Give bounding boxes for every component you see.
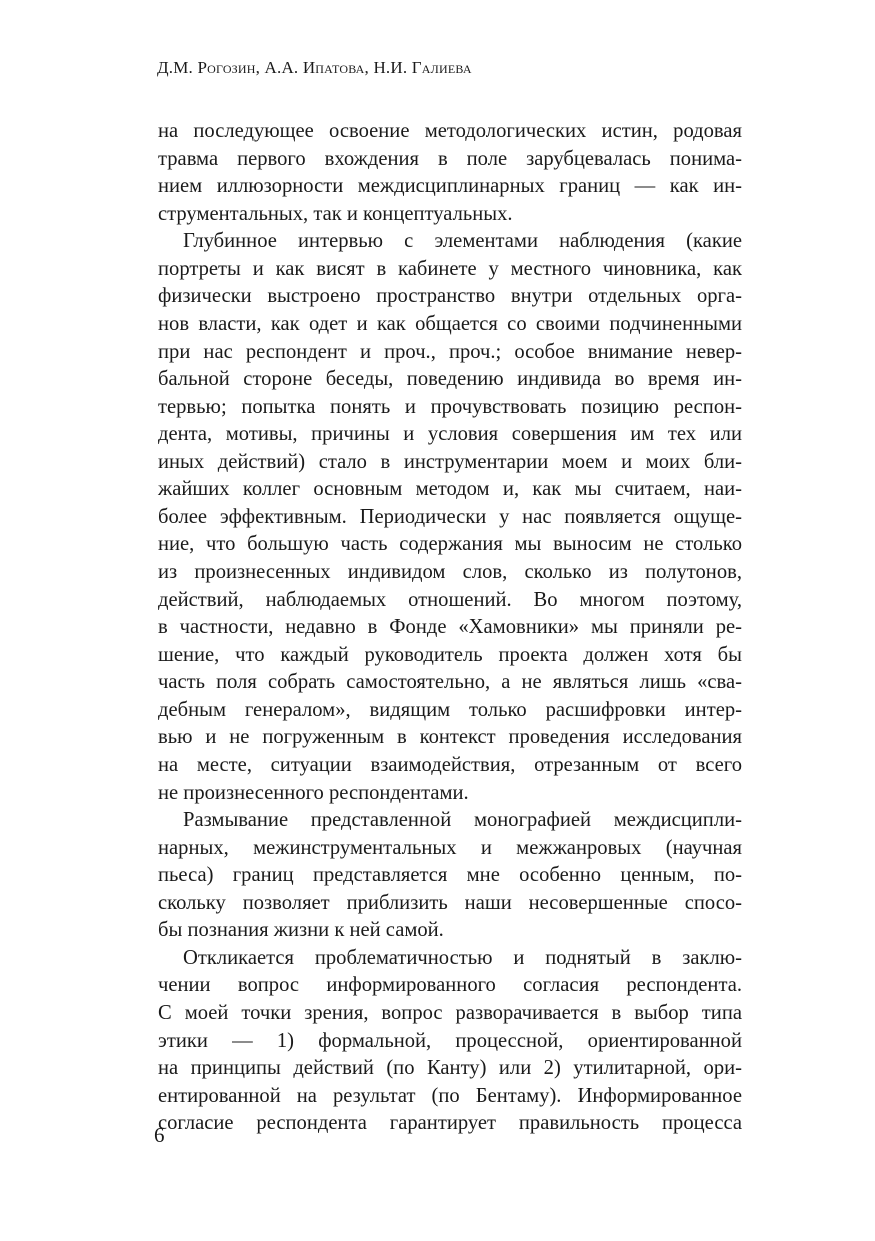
text-line: ентированной на результат (по Бентаму). Информированное (158, 1084, 742, 1107)
text-line: иных действий) стало в инструментарии моем и моих бли- (158, 450, 742, 473)
text-line: часть поля собрать самостоятельно, а не являться лишь «сва- (158, 671, 742, 694)
text-line: не произнесенного респондентами. (158, 781, 469, 804)
text-line: травма первого вхождения в поле зарубцевалась понима- (158, 147, 742, 170)
text-line: дента, мотивы, причины и условия совершения им тех или (158, 423, 742, 446)
page-number: 6 (154, 1123, 165, 1147)
text-line: на принципы действий (по Канту) или 2) утилитарной, ори- (158, 1057, 742, 1080)
paragraph (158, 228, 742, 807)
text-line: шение, что каждый руководитель проекта должен хотя бы (158, 643, 742, 666)
paragraph (158, 807, 742, 945)
text-line: портреты и как висят в кабинете у местного чиновника, как (158, 257, 742, 280)
text-line: Откликается проблематичностью и поднятый в заклю- (183, 946, 742, 969)
text-line: струментальных, так и концептуальных. (158, 202, 513, 225)
paragraph (158, 945, 742, 1138)
text-line: нов власти, как одет и как общается со своими подчиненными (158, 312, 742, 335)
text-line: Размывание представленной монографией междисципли- (183, 809, 742, 832)
text-line: пьеса) границ представляется мне особенно ценным, по- (158, 864, 742, 887)
text-line: вью и не погруженным в контекст проведения исследования (158, 726, 742, 749)
text-line: в частности, недавно в Фонде «Хамовники» мы приняли ре- (158, 616, 742, 639)
text-line: тервью; попытка понять и прочувствовать позицию респон- (158, 395, 742, 418)
text-line: скольку позволяет приблизить наши несовершенные спосо- (158, 891, 742, 914)
text-line: жайших коллег основным методом и, как мы считаем, наи- (158, 478, 742, 501)
text-line: действий, наблюдаемых отношений. Во многом поэтому, (158, 588, 742, 611)
text-line: более эффективным. Периодически у нас появляется ощуще- (158, 505, 742, 528)
text-line: нарных, межинструментальных и межжанровых (научная (158, 836, 742, 859)
text-line: на месте, ситуации взаимодействия, отрезанным от всего (158, 753, 742, 776)
text-line: из произнесенных индивидом слов, сколько из полутонов, (158, 561, 742, 583)
text-line: физически выстроено пространство внутри отдельных орга- (158, 285, 742, 308)
text-line: ние, что большую часть содержания мы выносим не столько (158, 533, 742, 556)
text-line: согласие респондента гарантирует правильность процесса (158, 1112, 742, 1135)
text-line: Глубинное интервью с элементами наблюдения (какие (183, 230, 742, 253)
text-line: дебным генералом», видящим только расшифровки интер- (158, 698, 742, 721)
paragraph (158, 118, 742, 228)
text-line: бальной стороне беседы, поведению индивида во время ин- (158, 368, 742, 391)
running-header: Д.М. Рогозин, А.А. Ипатова, Н.И. Галиева (157, 58, 472, 77)
body-text (158, 118, 742, 1138)
text-line: бы познания жизни к ней самой. (158, 919, 444, 942)
text-line: нием иллюзорности междисциплинарных границ — как ин- (158, 175, 742, 198)
text-line: чении вопрос информированного согласия респондента. (158, 974, 742, 997)
text-line: этики — 1) формальной, процессной, ориентированной (158, 1029, 742, 1052)
text-line: при нас респондент и проч., проч.; особое внимание невер- (158, 340, 742, 363)
text-line: на последующее освоение методологических истин, родовая (158, 120, 742, 142)
text-line: С моей точки зрения, вопрос разворачивается в выбор типа (158, 1002, 742, 1024)
